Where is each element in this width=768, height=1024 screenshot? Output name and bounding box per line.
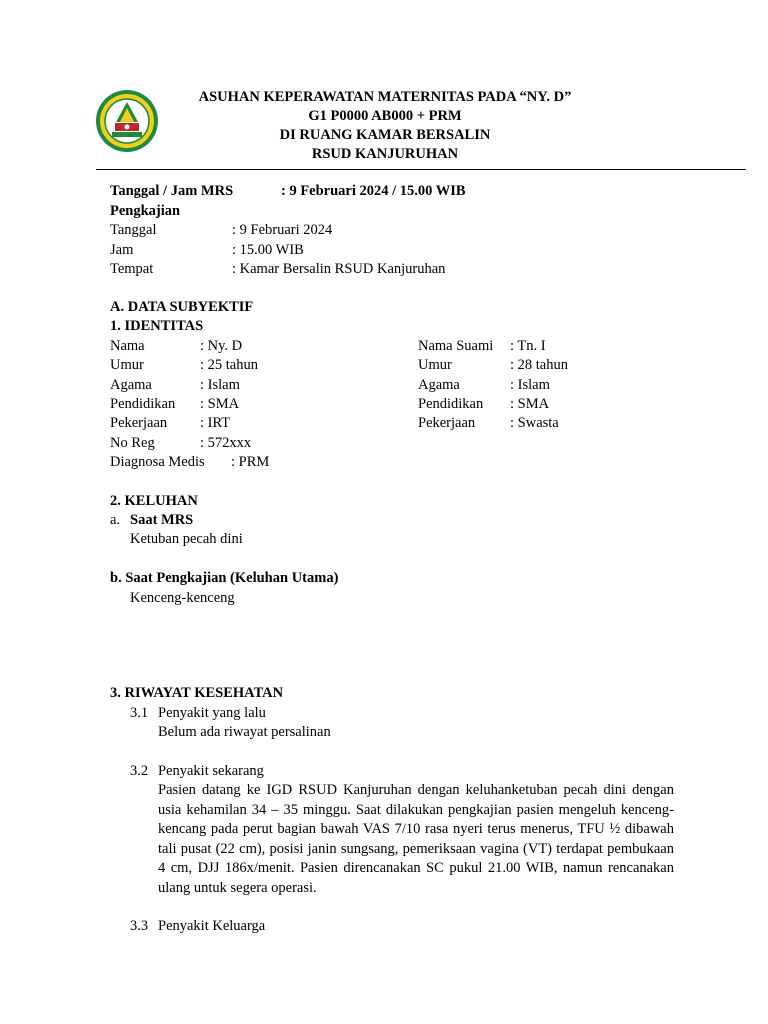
identitas-value: : IRT	[200, 415, 231, 431]
keluhan-a-title: Saat MRS	[130, 512, 194, 528]
section-a-heading: A. DATA SUBYEKTIF	[110, 299, 254, 315]
riwayat-item-text: Belum ada riwayat persalinan	[158, 724, 331, 740]
riwayat-item-number: 3.1	[130, 705, 149, 721]
identitas-suami-label: Agama	[418, 377, 460, 393]
mrs-value: : 9 Februari 2024 / 15.00 WIB	[281, 183, 466, 199]
keluhan-heading: 2. KELUHAN	[110, 493, 198, 509]
riwayat-item-title: Penyakit sekarang	[158, 763, 264, 779]
header-title-1: ASUHAN KEPERAWATAN MATERNITAS PADA “NY. D”	[198, 89, 572, 105]
identitas-suami-label: Umur	[418, 357, 452, 373]
identitas-label: Pekerjaan	[110, 415, 168, 431]
identitas-suami-value: : SMA	[510, 396, 550, 412]
pengkajian-value: : 9 Februari 2024	[232, 222, 333, 238]
identitas-value: : 572xxx	[200, 435, 252, 451]
riwayat-item-title: Penyakit yang lalu	[158, 705, 266, 721]
identitas-suami-label: Pendidikan	[418, 396, 484, 412]
identitas-value: : 25 tahun	[200, 357, 258, 373]
identitas-label: Nama	[110, 338, 145, 354]
mrs-label: Tanggal / Jam MRS	[110, 183, 234, 199]
keluhan-a-text: Ketuban pecah dini	[130, 531, 243, 547]
identitas-suami-value: : Islam	[510, 377, 550, 393]
pengkajian-heading: Pengkajian	[110, 203, 181, 219]
identitas-suami-value: : 28 tahun	[510, 357, 568, 373]
header-divider	[96, 169, 746, 170]
identitas-value: : Islam	[200, 377, 240, 393]
pengkajian-label: Jam	[110, 242, 134, 258]
identitas-suami-value: : Swasta	[510, 415, 559, 431]
identitas-value: : Ny. D	[200, 338, 243, 354]
identitas-label: Umur	[110, 357, 144, 373]
pengkajian-label: Tempat	[110, 261, 154, 277]
identitas-suami-label: Nama Suami	[418, 338, 494, 354]
pengkajian-value: : Kamar Bersalin RSUD Kanjuruhan	[232, 261, 446, 277]
header-title-3: DI RUANG KAMAR BERSALIN	[279, 127, 491, 143]
riwayat-heading: 3. RIWAYAT KESEHATAN	[110, 685, 284, 701]
riwayat-item-title: Penyakit Keluarga	[158, 918, 266, 934]
pengkajian-label: Tanggal	[110, 222, 157, 238]
keluhan-b-text: Kenceng-kenceng	[130, 590, 235, 606]
identitas-value: : SMA	[200, 396, 240, 412]
keluhan-a-marker: a.	[110, 512, 121, 528]
header-title-4: RSUD KANJURUHAN	[311, 146, 459, 162]
identitas-label: No Reg	[110, 435, 155, 451]
riwayat-item-number: 3.3	[130, 918, 149, 934]
diagnosa-label: Diagnosa Medis	[110, 454, 205, 470]
identitas-heading: 1. IDENTITAS	[110, 318, 204, 334]
keluhan-b-title: b. Saat Pengkajian (Keluhan Utama)	[110, 570, 339, 586]
riwayat-item-number: 3.2	[130, 763, 149, 779]
identitas-suami-label: Pekerjaan	[418, 415, 476, 431]
header-title-2: G1 P0000 AB000 + PRM	[308, 108, 462, 124]
diagnosa-value: : PRM	[231, 454, 270, 470]
identitas-label: Agama	[110, 377, 152, 393]
riwayat-item-paragraph: Pasien datang ke IGD RSUD Kanjuruhan dengan keluhanketuban pecah dini dengan usia kehamilan 34 – 35 minggu. Saat dilakukan pengkajian pasien mengeluh kenceng-kencang pada perut bagian bawah VAS 7/10 rasa nyeri terus menerus, TFU ½ dibawah tali pusat (22 cm), posisi janin sungsang, pemeriksaan vagina (VT) terdapat pembukaan 4 cm, DJJ 186x/menit. Pasien direncanakan SC pukul 21.00 WIB, namun rencanakan ulang untuk segera operasi.	[158, 782, 674, 896]
pengkajian-value: : 15.00 WIB	[232, 242, 304, 258]
identitas-suami-value: : Tn. I	[510, 338, 546, 354]
identitas-label: Pendidikan	[110, 396, 176, 412]
